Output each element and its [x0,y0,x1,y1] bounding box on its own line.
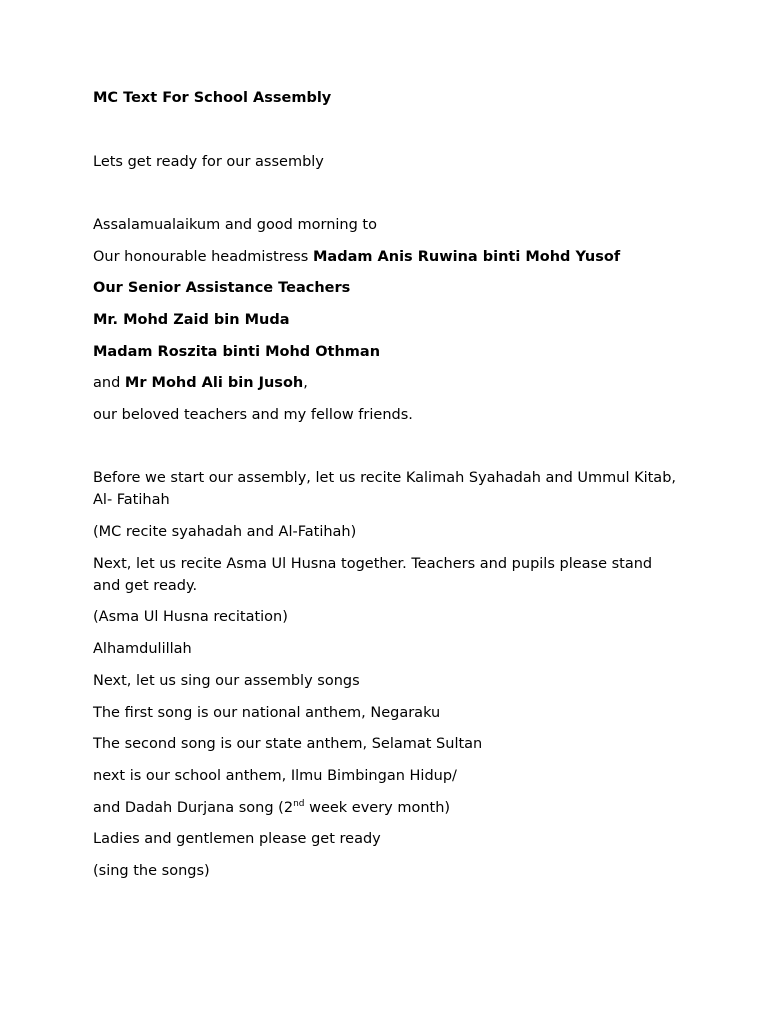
song-3: next is our school anthem, Ilmu Bimbingan Hidup/ [93,768,457,784]
teacher-2: Madam Roszita binti Mohd Othman [93,344,381,360]
recite-intro: Before we start our assembly, let us recite Kalimah Syahadah and Ummul Kitab, Al- Fatihah [93,470,677,508]
intro-line: Lets get ready for our assembly [93,154,324,170]
teacher-1: Mr. Mohd Zaid bin Muda [93,312,290,328]
teacher-3-name: Mr Mohd Ali bin Jusoh [124,375,304,391]
greeting-closing: our beloved teachers and my fellow friends. [93,407,413,423]
song-4-line [93,797,683,819]
greeting-opening: Assalamualaikum and good morning to [93,217,377,233]
song-2: The second song is our state anthem, Selamat Sultan [93,736,483,752]
song-1: The first song is our national anthem, Negaraku [93,705,441,721]
teacher-3-prefix: and [93,375,125,391]
headmistress-line [93,246,683,268]
teacher-3-suffix: , [303,375,308,391]
alhamdulillah-line: Alhamdulillah [93,641,192,657]
headmistress-name: Madam Anis Ruwina binti Mohd Yusof [312,249,621,265]
recite-note: (MC recite syahadah and Al-Fatihah) [93,524,357,540]
sing-note: (sing the songs) [93,863,210,879]
song-4-suffix: week every month) [304,800,451,816]
senior-teachers-heading: Our Senior Assistance Teachers [93,280,351,296]
songs-intro: Next, let us sing our assembly songs [93,673,360,689]
headmistress-prefix: Our honourable headmistress [93,249,313,265]
get-ready-line: Ladies and gentlemen please get ready [93,831,381,847]
song-4-ordinal: nd [293,799,305,810]
asma-note: (Asma Ul Husna recitation) [93,609,288,625]
asma-intro: Next, let us recite Asma Ul Husna together. Teachers and pupils please stand and get ready. [93,556,653,594]
song-4-prefix: and Dadah Durjana song (2 [93,800,294,816]
teacher-3-line [93,372,683,394]
document-title: MC Text For School Assembly [93,90,332,106]
